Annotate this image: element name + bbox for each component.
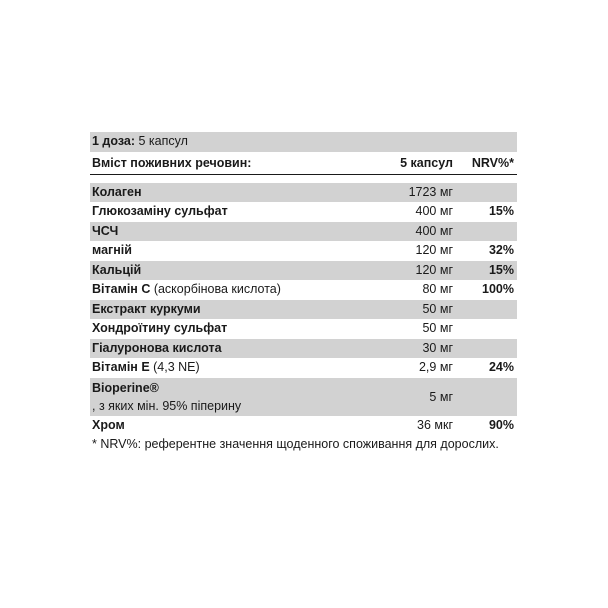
row-nrv: 24% [488,360,514,374]
header-nrv: NRV%* [471,155,514,170]
table-row [90,241,517,261]
footnote: * NRV%: референтне значення щоденного споживання для дорослих. [92,437,499,451]
row-name: Гіалуронова кислота [92,340,222,355]
row-name: магній [92,243,132,257]
table-header [90,152,517,175]
row-nrv: 32% [488,243,514,257]
row-nrv: 90% [488,417,514,432]
row-name: Хром [92,417,125,432]
row-name: Хондроїтину сульфат [92,321,228,335]
row-detail: (аскорбінова кислота) [150,282,281,296]
row-detail: , з яких мін. 95% піперину [92,398,242,413]
row-amount: 30 мг [422,340,453,355]
table-row [90,261,517,281]
header-spacer [90,175,517,183]
row-name: Кальцій [92,262,142,277]
table-row [90,416,517,436]
table-row [90,300,517,320]
row-nrv: 15% [488,204,514,218]
row-amount: 120 мг [415,262,453,277]
table-row [90,319,517,339]
row-amount: 400 мг [415,223,453,238]
serving-row [90,132,517,152]
table-row [90,280,517,300]
table-row [90,222,517,242]
row-name: Глюкозаміну сульфат [92,204,228,218]
nutrition-table [90,132,517,455]
row-name: Колаген [92,184,142,199]
row-name: Вітамін С [92,282,151,296]
row-name: Вітамін Е [92,360,150,374]
row-amount: 80 мг [422,282,453,296]
row-detail: (4,3 NE) [149,360,200,374]
header-amount: 5 капсул [400,155,453,170]
row-amount: 50 мг [422,301,453,316]
row-name: Bioperine® [92,380,159,395]
row-amount: 5 мг [429,389,453,404]
row-name: ЧСЧ [92,223,119,238]
row-amount: 120 мг [415,243,453,257]
row-amount: 1723 мг [408,184,453,199]
row-amount: 400 мг [415,204,453,218]
table-row [90,183,517,203]
header-title: Вміст поживних речовин: [92,155,252,170]
table-row [90,202,517,222]
table-row [90,358,517,378]
row-nrv: 15% [488,262,514,277]
row-amount: 2,9 мг [418,360,453,374]
serving-label: 1 доза: [92,134,135,148]
row-amount: 50 мг [422,321,453,335]
serving-value: 5 капсул [138,134,188,148]
table-row [90,378,517,416]
row-name: Екстракт куркуми [92,301,201,316]
table-row [90,339,517,359]
row-amount: 36 мкг [417,417,453,432]
row-nrv: 100% [482,282,514,296]
